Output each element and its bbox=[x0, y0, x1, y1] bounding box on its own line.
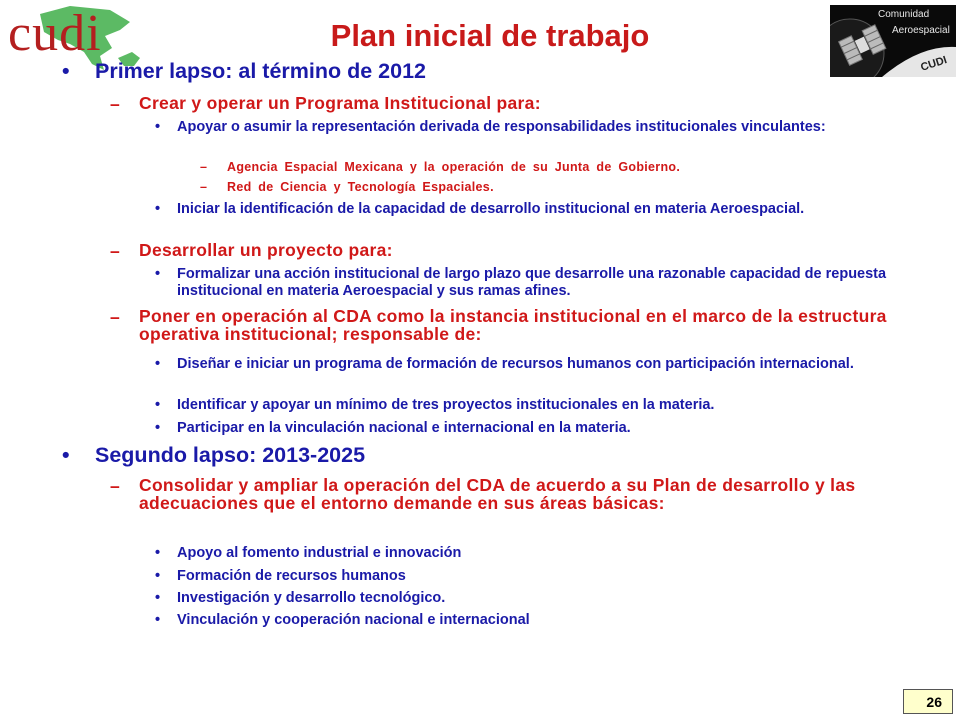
bullet: • bbox=[155, 612, 161, 628]
bullet: • bbox=[62, 59, 70, 83]
bullet: • bbox=[155, 266, 161, 282]
item-1a-text: Crear y operar un Programa Institucional para: bbox=[139, 93, 541, 113]
bullet: • bbox=[155, 590, 161, 606]
item-1a-1-ii-text: Red de Ciencia y Tecnología Espaciales. bbox=[227, 180, 494, 194]
page-number: 26 bbox=[903, 689, 953, 714]
item-1b-1 bbox=[155, 266, 915, 299]
item-1c bbox=[110, 307, 910, 343]
item-1a-2-text: Iniciar la identificación de la capacidad de desarrollo institucional en materia Aeroespacial. bbox=[177, 201, 805, 217]
cudi-small-label: CUDI bbox=[919, 54, 949, 74]
item-1a-2 bbox=[155, 201, 915, 218]
item-1a-1-i bbox=[200, 160, 680, 174]
bullet: • bbox=[155, 420, 161, 436]
section-2 bbox=[62, 443, 365, 468]
item-1b bbox=[110, 241, 910, 262]
item-2a-1-text: Apoyo al fomento industrial e innovación bbox=[177, 545, 462, 561]
item-1a-1 bbox=[155, 119, 915, 136]
logo-line-2: Aeroespacial bbox=[892, 25, 950, 36]
item-2a-1 bbox=[155, 545, 915, 562]
dash: – bbox=[200, 180, 208, 194]
item-1a-1-ii bbox=[200, 180, 494, 194]
item-1c-text: Poner en operación al CDA como la instancia institucional en el marco de la estructura operativa institucional; responsable de: bbox=[139, 306, 887, 344]
item-1c-2-text: Identificar y apoyar un mínimo de tres proyectos institucionales en la materia. bbox=[177, 397, 715, 413]
item-2a-2-text: Formación de recursos humanos bbox=[177, 568, 406, 584]
bullet: • bbox=[155, 568, 161, 584]
bullet: • bbox=[155, 119, 161, 135]
item-1c-1-text: Diseñar e iniciar un programa de formación de recursos humanos con participación internacional. bbox=[177, 356, 854, 372]
slide-title: Plan inicial de trabajo bbox=[330, 18, 650, 53]
item-1c-1 bbox=[155, 356, 915, 373]
item-1c-2 bbox=[155, 397, 915, 414]
item-1a-1-text: Apoyar o asumir la representación derivada de responsabilidades institucionales vinculantes: bbox=[177, 119, 826, 135]
logo-line-1: Comunidad bbox=[878, 9, 930, 20]
item-2a-4 bbox=[155, 612, 915, 629]
bullet: • bbox=[155, 356, 161, 372]
section-1 bbox=[62, 59, 426, 84]
dash: – bbox=[110, 94, 121, 114]
cudi-logo-text: cudi bbox=[8, 5, 102, 62]
item-2a-text: Consolidar y ampliar la operación del CDA de acuerdo a su Plan de desarrollo y las adecuaciones que el entorno demande en sus áreas básicas: bbox=[139, 475, 856, 513]
bullet: • bbox=[155, 545, 161, 561]
bullet: • bbox=[155, 201, 161, 217]
dash: – bbox=[110, 241, 121, 261]
item-1a bbox=[110, 94, 910, 115]
item-1a-1-i-text: Agencia Espacial Mexicana y la operación de su Junta de Gobierno. bbox=[227, 160, 681, 174]
item-1c-3 bbox=[155, 420, 915, 437]
item-2a-3-text: Investigación y desarrollo tecnológico. bbox=[177, 590, 446, 606]
dash: – bbox=[200, 160, 208, 174]
item-2a bbox=[110, 476, 910, 512]
item-2a-2 bbox=[155, 568, 915, 585]
item-2a-4-text: Vinculación y cooperación nacional e internacional bbox=[177, 612, 530, 628]
item-1b-text: Desarrollar un proyecto para: bbox=[139, 240, 393, 260]
bullet: • bbox=[155, 397, 161, 413]
dash: – bbox=[110, 476, 121, 496]
bullet: • bbox=[62, 443, 70, 467]
item-2a-3 bbox=[155, 590, 915, 607]
item-1c-3-text: Participar en la vinculación nacional e internacional en la materia. bbox=[177, 420, 631, 436]
dash: – bbox=[110, 307, 121, 327]
section-2-text: Segundo lapso: 2013-2025 bbox=[95, 443, 366, 467]
section-1-text: Primer lapso: al término de 2012 bbox=[95, 59, 426, 83]
item-1b-1-text: Formalizar una acción institucional de largo plazo que desarrolle una razonable capacidad de repuesta institucional en materia Aeroespacial y sus ramas afines. bbox=[177, 266, 887, 299]
